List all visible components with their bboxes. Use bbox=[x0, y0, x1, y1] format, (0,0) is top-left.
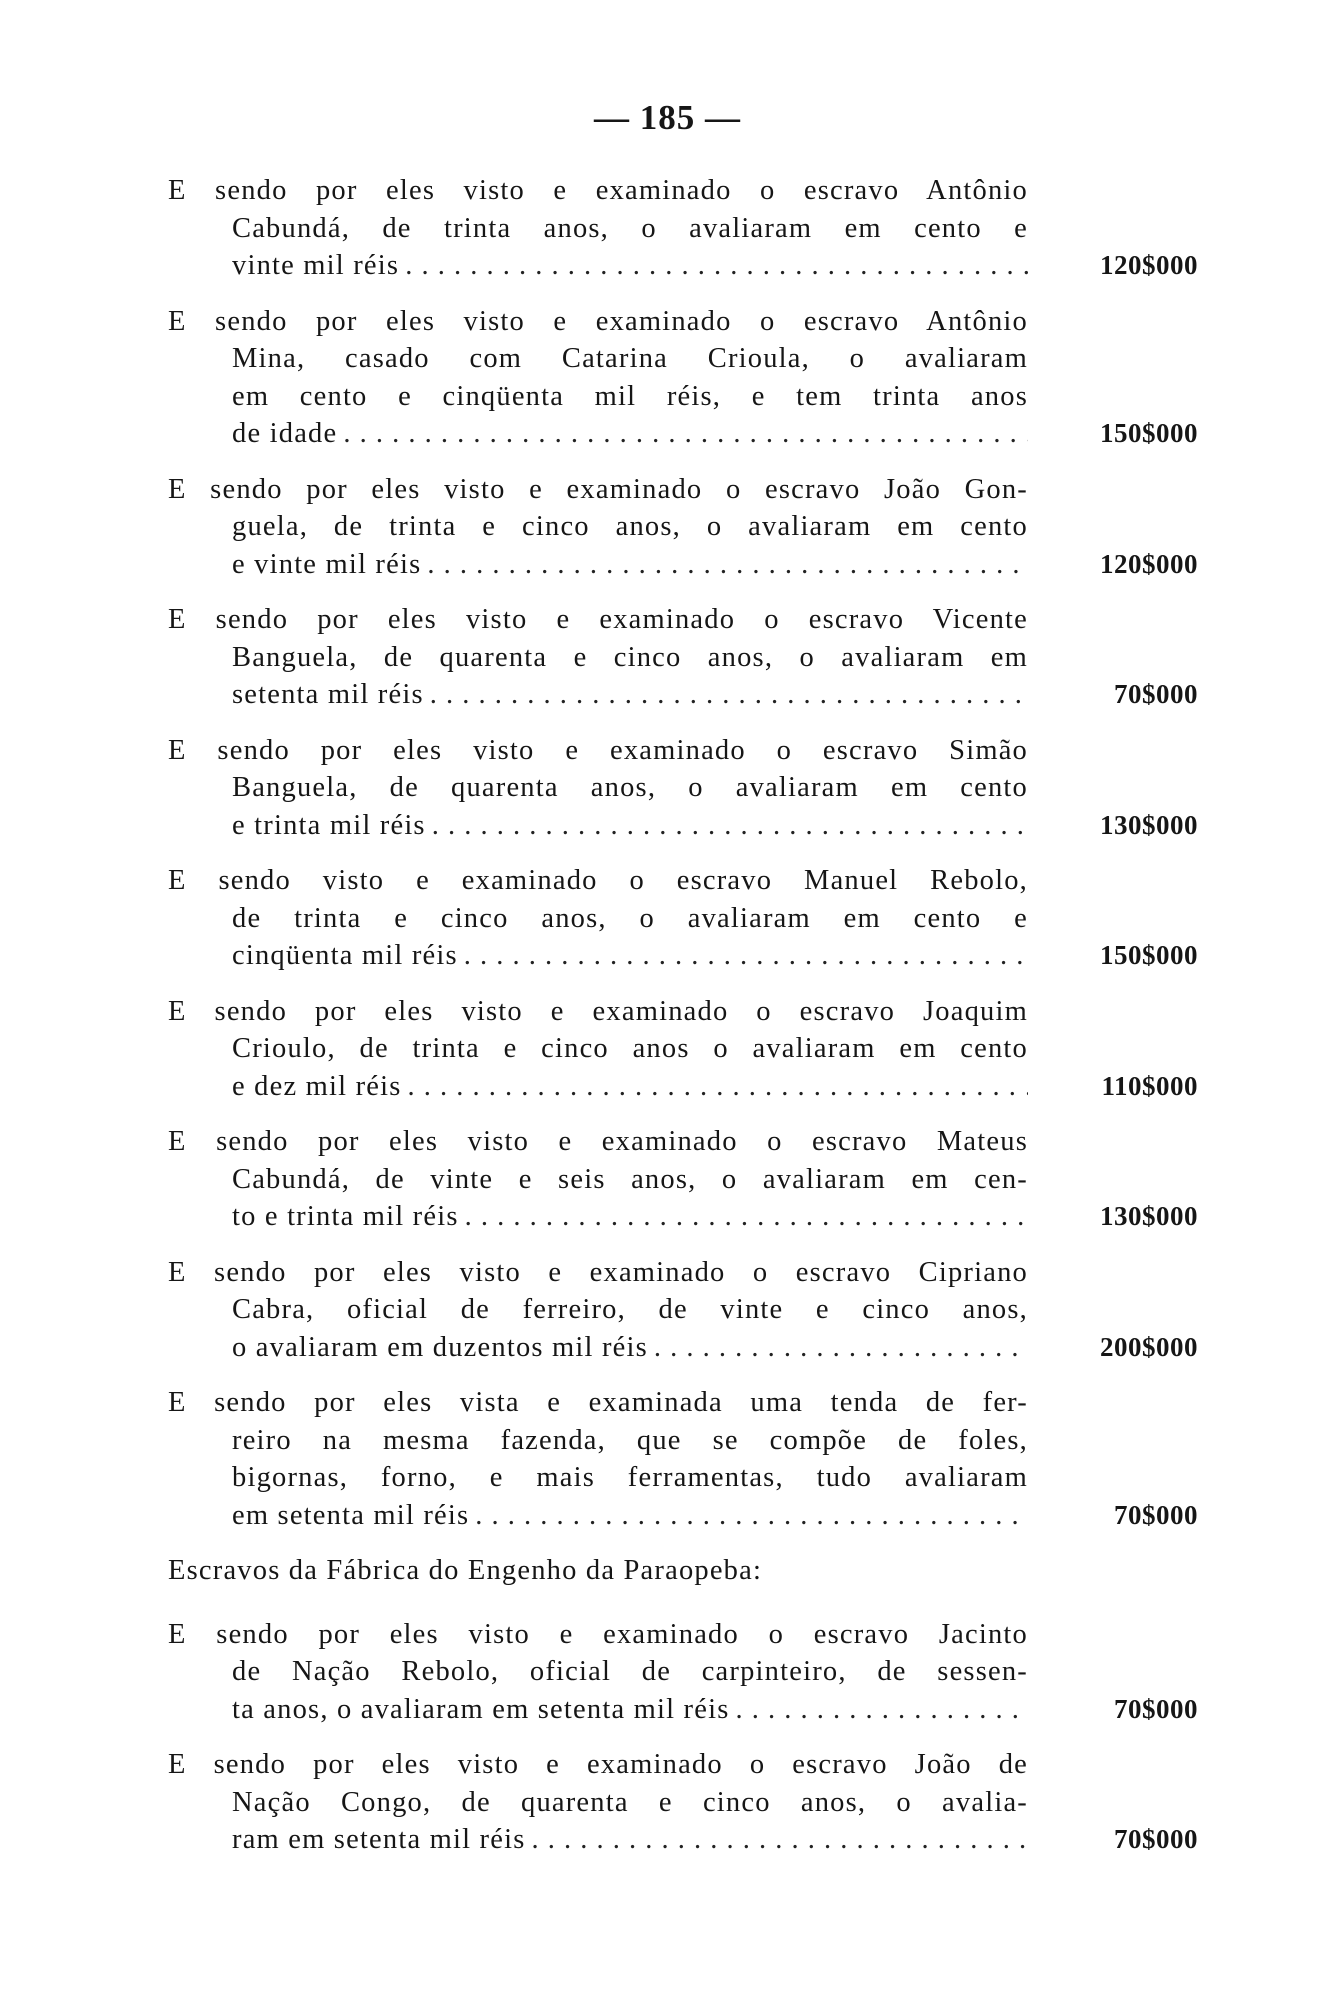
dot-leader bbox=[424, 676, 1028, 714]
entry-line-last bbox=[168, 415, 1028, 453]
entry-line bbox=[168, 732, 1028, 770]
entry-text bbox=[168, 732, 1028, 845]
entry-line-last bbox=[168, 1691, 1028, 1729]
entry-line-last bbox=[168, 1497, 1028, 1535]
entry-amount: 120$000 bbox=[1100, 548, 1198, 579]
entry-line-text: E sendo por eles visto e examinado o escravo Joaquim bbox=[168, 995, 1028, 1027]
entry-line bbox=[168, 1784, 1028, 1822]
entry-line bbox=[168, 1653, 1028, 1691]
entry-line bbox=[168, 993, 1028, 1031]
appraisal-entry bbox=[168, 1746, 1198, 1859]
entry-text bbox=[168, 1746, 1028, 1859]
entry-text bbox=[168, 471, 1028, 584]
dot-leader bbox=[469, 1497, 1028, 1535]
entry-text bbox=[168, 993, 1028, 1106]
dot-leader bbox=[730, 1691, 1028, 1729]
entry-amount: 110$000 bbox=[1101, 1070, 1198, 1101]
entry-line bbox=[168, 1422, 1028, 1460]
entry-line bbox=[168, 303, 1028, 341]
entry-line-text: E sendo por eles visto e examinado o escravo João Gon- bbox=[168, 473, 1028, 505]
entry-line-text: e vinte mil réis bbox=[232, 548, 422, 580]
entry-line-text: Banguela, de quarenta e cinco anos, o avaliaram em bbox=[232, 641, 1028, 673]
dot-leader bbox=[337, 415, 1028, 453]
entry-line-text: Crioulo, de trinta e cinco anos o avaliaram em cento bbox=[232, 1033, 1028, 1064]
entry-line-text: Nação Congo, de quarenta e cinco anos, o avalia- bbox=[232, 1786, 1028, 1818]
entry-line bbox=[168, 1291, 1028, 1329]
entry-line-text: E sendo por eles vista e examinada uma tenda de fer- bbox=[168, 1387, 1028, 1418]
entry-line-last bbox=[168, 807, 1028, 845]
entry-line-text: Banguela, de quarenta anos, o avaliaram em cento bbox=[232, 772, 1028, 803]
appraisal-entry bbox=[168, 993, 1198, 1106]
entry-line-text: to e trinta mil réis bbox=[232, 1201, 459, 1232]
entry-line-text: o avaliaram em duzentos mil réis bbox=[232, 1331, 648, 1363]
entry-line-last bbox=[168, 676, 1028, 714]
entry-amount: 200$000 bbox=[1100, 1331, 1198, 1362]
appraisal-entry bbox=[168, 1616, 1198, 1729]
appraisal-entry bbox=[168, 1254, 1198, 1367]
entry-amount: 70$000 bbox=[1114, 1693, 1198, 1724]
dot-leader bbox=[399, 247, 1028, 285]
entry-text bbox=[168, 1123, 1028, 1236]
appraisal-entry bbox=[168, 732, 1198, 845]
entry-line bbox=[168, 172, 1028, 210]
entry-line-text: cinqüenta mil réis bbox=[232, 940, 458, 971]
entry-line-text: E sendo por eles visto e examinado o escravo Jacinto bbox=[168, 1618, 1028, 1650]
entry-line-text: em setenta mil réis bbox=[232, 1499, 470, 1531]
entry-line-text: de trinta e cinco anos, o avaliaram em cento e bbox=[232, 902, 1028, 934]
entry-amount: 70$000 bbox=[1114, 1824, 1198, 1854]
entry-line-last bbox=[168, 937, 1028, 975]
section-heading: Escravos da Fábrica do Engenho da Paraopeba: bbox=[168, 1555, 763, 1586]
entry-line-text: vinte mil réis bbox=[232, 250, 400, 281]
entry-line-text: bigornas, forno, e mais ferramentas, tudo avaliaram bbox=[232, 1462, 1028, 1493]
entry-line-text: em cento e cinqüenta mil réis, e tem trinta anos bbox=[232, 380, 1028, 412]
entry-line bbox=[168, 1746, 1028, 1784]
appraisal-entry bbox=[168, 1384, 1198, 1534]
appraisal-entry bbox=[168, 303, 1198, 453]
entry-line-text: reiro na mesma fazenda, que se compõe de foles, bbox=[232, 1424, 1028, 1456]
entry-line-last bbox=[168, 546, 1028, 584]
entry-text bbox=[168, 862, 1028, 975]
appraisal-entry bbox=[168, 1123, 1198, 1236]
entry-line-text: e trinta mil réis bbox=[232, 809, 426, 841]
entries-list bbox=[168, 172, 1198, 1877]
entry-line-text: E sendo por eles visto e examinado o escravo Vicente bbox=[168, 604, 1028, 635]
entry-text bbox=[168, 601, 1028, 714]
entry-line bbox=[168, 639, 1028, 677]
entry-line-text: Cabra, oficial de ferreiro, de vinte e cinco anos, bbox=[232, 1294, 1028, 1325]
dot-leader bbox=[459, 1198, 1028, 1236]
entry-amount: 130$000 bbox=[1100, 1201, 1198, 1231]
entry-text bbox=[168, 1384, 1028, 1534]
entry-line bbox=[168, 862, 1028, 900]
entry-line-last bbox=[168, 1198, 1028, 1236]
dot-leader bbox=[421, 546, 1028, 584]
entry-line-text: E sendo por eles visto e examinado o escravo João de bbox=[168, 1749, 1028, 1780]
entry-line-text: E sendo por eles visto e examinado o escravo Mateus bbox=[168, 1126, 1028, 1157]
dot-leader bbox=[648, 1329, 1028, 1367]
entry-line-last bbox=[168, 1068, 1028, 1106]
entry-line bbox=[168, 1384, 1028, 1422]
appraisal-entry bbox=[168, 172, 1198, 285]
appraisal-entry bbox=[168, 471, 1198, 584]
entry-text bbox=[168, 1254, 1028, 1367]
entry-line-text: e dez mil réis bbox=[232, 1070, 402, 1102]
entry-line bbox=[168, 508, 1028, 546]
entry-line-text: ram em setenta mil réis bbox=[232, 1824, 526, 1855]
entry-text bbox=[168, 172, 1028, 285]
entry-amount: 70$000 bbox=[1114, 1499, 1198, 1530]
dot-leader bbox=[526, 1821, 1028, 1859]
entry-line bbox=[168, 1123, 1028, 1161]
entry-line-text: E sendo por eles visto e examinado o escravo Cipriano bbox=[168, 1256, 1028, 1288]
entry-line bbox=[168, 340, 1028, 378]
entry-amount: 70$000 bbox=[1114, 679, 1198, 709]
entry-line-text: de idade bbox=[232, 418, 338, 449]
entry-line-text: E sendo por eles visto e examinado o escravo Antônio bbox=[168, 175, 1028, 206]
entry-line-text: Cabundá, de trinta anos, o avaliaram em cento e bbox=[232, 212, 1028, 244]
entry-line bbox=[168, 1459, 1028, 1497]
entry-line bbox=[168, 1161, 1028, 1199]
entry-line-text: Cabundá, de vinte e seis anos, o avaliaram em cen- bbox=[232, 1163, 1028, 1195]
entry-line bbox=[168, 769, 1028, 807]
entry-line bbox=[168, 601, 1028, 639]
entry-line-last bbox=[168, 1329, 1028, 1367]
entry-line-text: Mina, casado com Catarina Crioula, o avaliaram bbox=[232, 343, 1028, 374]
page-number: — 185 — bbox=[594, 98, 741, 137]
entry-line-last bbox=[168, 247, 1028, 285]
entry-line bbox=[168, 378, 1028, 416]
dot-leader bbox=[402, 1068, 1028, 1106]
entry-line bbox=[168, 210, 1028, 248]
entry-line-text: ta anos, o avaliaram em setenta mil réis bbox=[232, 1693, 730, 1725]
entry-line bbox=[168, 1616, 1028, 1654]
entry-line-text: guela, de trinta e cinco anos, o avaliaram em cento bbox=[232, 511, 1028, 542]
entry-line bbox=[168, 1254, 1028, 1292]
entry-line bbox=[168, 900, 1028, 938]
entry-line-text: de Nação Rebolo, oficial de carpinteiro, de sessen- bbox=[232, 1656, 1028, 1687]
dot-leader bbox=[458, 937, 1028, 975]
entry-amount: 150$000 bbox=[1100, 418, 1198, 448]
entries-part2 bbox=[168, 1616, 1198, 1859]
dot-leader bbox=[426, 807, 1028, 845]
entry-text bbox=[168, 1616, 1028, 1729]
entry-line-text: E sendo por eles visto e examinado o escravo Simão bbox=[168, 734, 1028, 766]
appraisal-entry bbox=[168, 862, 1198, 975]
entry-amount: 120$000 bbox=[1100, 250, 1198, 280]
entry-line-text: setenta mil réis bbox=[232, 679, 424, 710]
entry-line bbox=[168, 471, 1028, 509]
entries-part1 bbox=[168, 172, 1198, 1534]
entry-line-last bbox=[168, 1821, 1028, 1859]
entry-line-text: E sendo por eles visto e examinado o escravo Antônio bbox=[168, 305, 1028, 337]
entry-amount: 150$000 bbox=[1100, 940, 1198, 970]
appraisal-entry bbox=[168, 601, 1198, 714]
entry-text bbox=[168, 303, 1028, 453]
entry-amount: 130$000 bbox=[1100, 809, 1198, 840]
entry-line-text: E sendo visto e examinado o escravo Manuel Rebolo, bbox=[168, 865, 1028, 896]
entry-line bbox=[168, 1030, 1028, 1068]
